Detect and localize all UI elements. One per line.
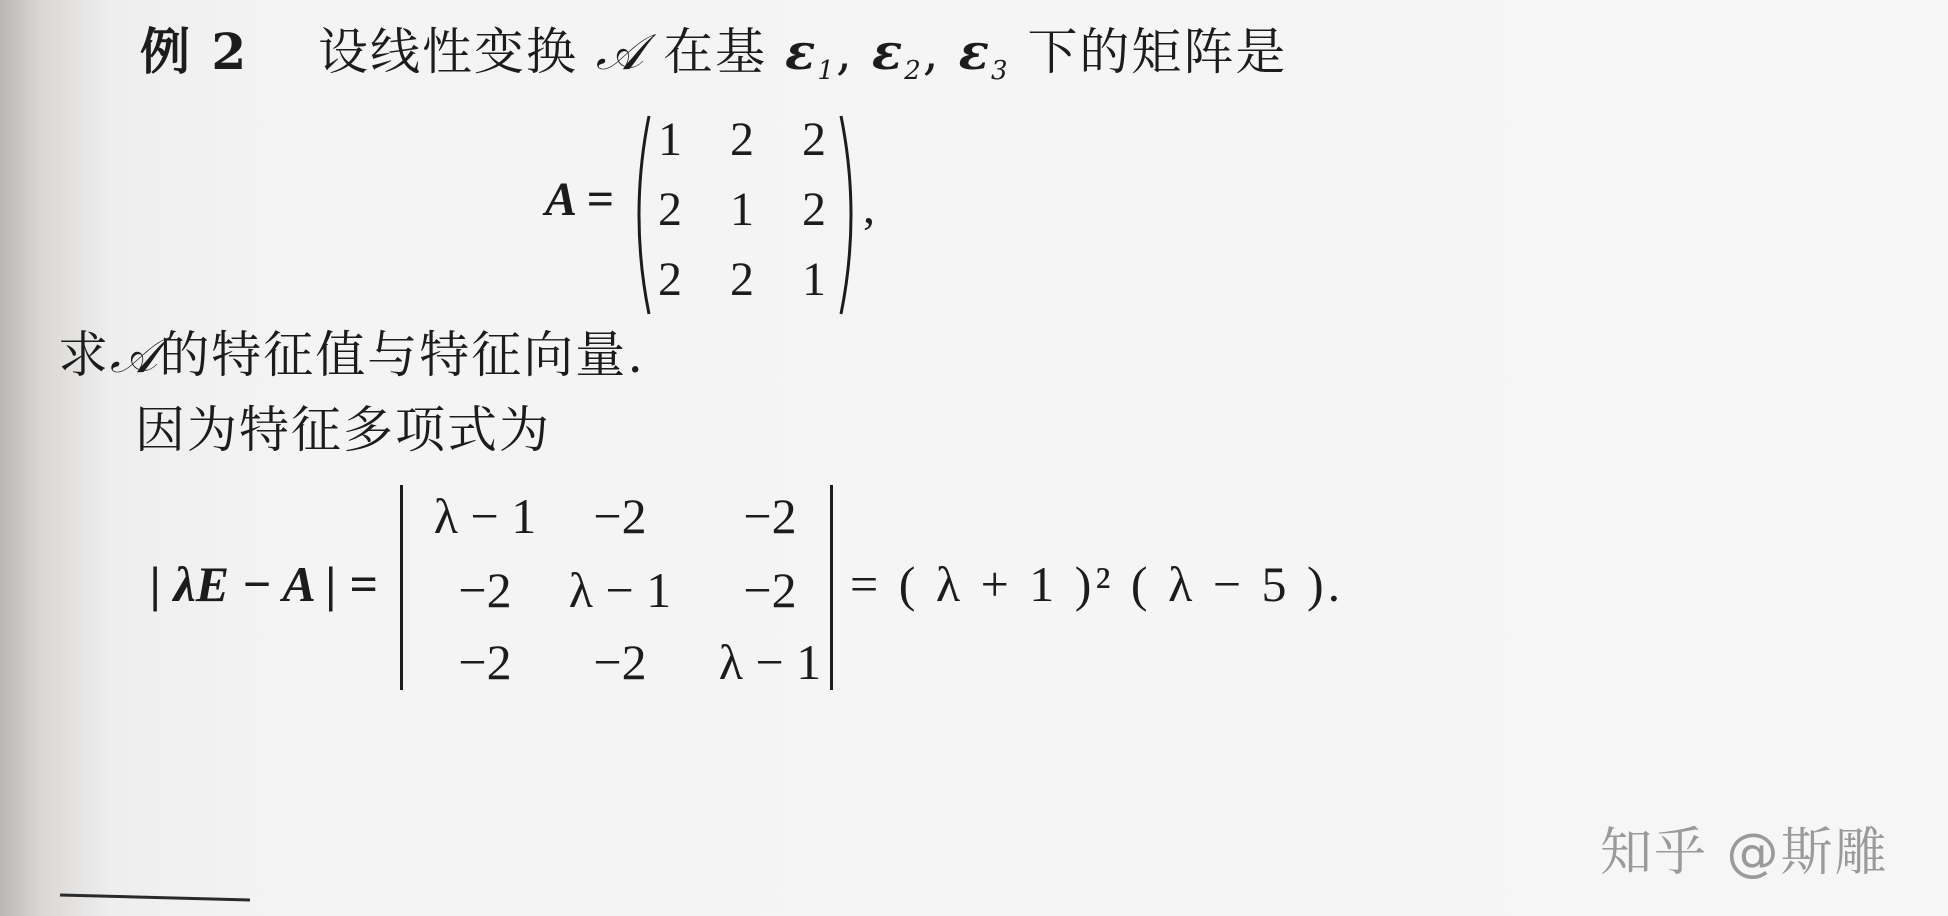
det-cell: −2 [593, 634, 647, 690]
example-text-after: 下的矩阵是 [1027, 23, 1288, 81]
matrix-cell: 2 [658, 253, 682, 306]
matrix-cell: 1 [802, 253, 826, 306]
matrix-lhs: A = [545, 173, 614, 226]
basis-1: $\varepsilon_1$ [785, 22, 836, 86]
det-left-bar [400, 485, 403, 690]
det-cell: −2 [743, 488, 797, 544]
det-cell: λ − 1 [718, 634, 822, 690]
matrix-cell: 2 [658, 183, 682, 236]
det-right-bar [830, 485, 833, 690]
det-cell: −2 [458, 562, 512, 618]
basis-2: $\varepsilon_2$ [871, 22, 923, 86]
solution-intro [135, 400, 551, 460]
solution-intro-text: 因为特征多项式为 [135, 401, 551, 459]
det-cell: −2 [593, 488, 647, 544]
matrix-a [545, 110, 875, 320]
transform-symbol: 𝒜 [595, 23, 646, 81]
question-line [58, 325, 645, 385]
comma-1: , [836, 23, 854, 81]
det-lhs: | λE − A | = [150, 556, 378, 612]
watermark: 知乎 @斯雕 [1600, 823, 1889, 883]
question-prefix: 求 [58, 326, 110, 384]
example-label: 例 2 [140, 22, 249, 81]
det-body [405, 485, 835, 695]
comma-2: , [922, 23, 941, 81]
example-text-before: 设线性变换 [318, 23, 579, 81]
matrix-cell: 2 [730, 253, 754, 306]
matrix-cell: 1 [658, 113, 682, 166]
char-poly-equation [150, 485, 1345, 695]
matrix-cell: 2 [730, 113, 754, 166]
det-cell: λ − 1 [568, 562, 672, 618]
matrix-cell: 2 [802, 113, 826, 166]
det-rhs: = ( λ + 1 )² ( λ − 5 ). [850, 556, 1345, 612]
det-cell: −2 [458, 634, 512, 690]
matrix-trailing-comma: , [863, 181, 875, 234]
matrix-cell: 1 [730, 183, 754, 236]
example-line [140, 22, 1287, 101]
question-text: 的特征值与特征向量. [159, 326, 646, 384]
det-cell: −2 [743, 562, 797, 618]
matrix-body [635, 110, 855, 320]
question-symbol: 𝒜 [110, 326, 160, 384]
bottom-rule [60, 894, 250, 902]
matrix-cell: 2 [802, 183, 826, 236]
det-cell: λ − 1 [433, 488, 537, 544]
basis-3: $\varepsilon_3$ [958, 22, 1010, 86]
example-text-mid: 在基 [663, 23, 768, 81]
right-paren-icon [837, 110, 865, 320]
